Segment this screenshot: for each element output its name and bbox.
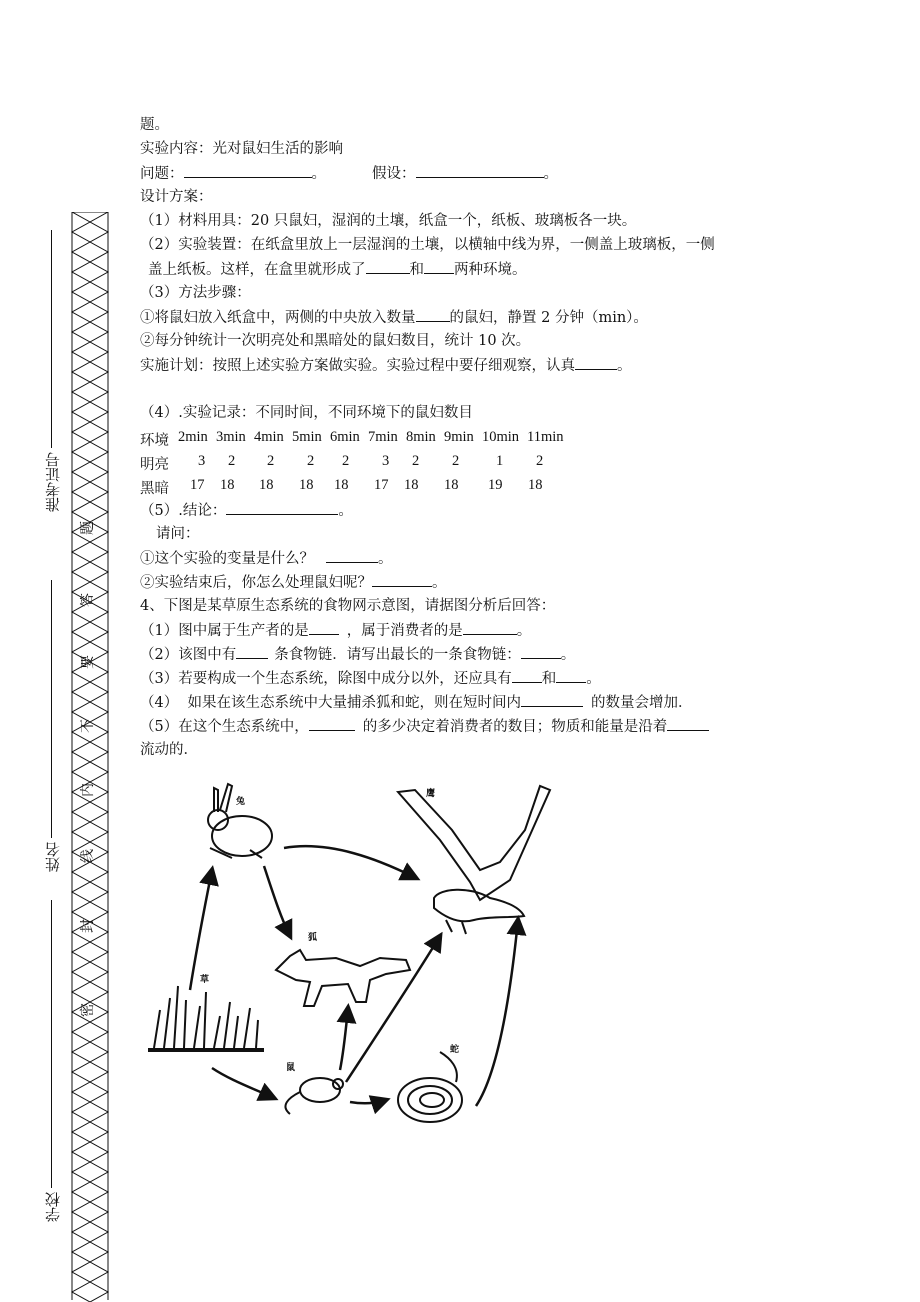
step-3a-pre: ①将鼠妇放入纸盒中，两侧的中央放入数量 [140, 310, 416, 326]
producer-blank [309, 621, 339, 635]
component-blank-2 [556, 669, 586, 683]
table-cell: 1 [496, 453, 504, 469]
step-3b: ②每分钟统计一次明亮处和黑暗处的鼠妇数目，统计 10 次。 [140, 333, 531, 349]
q4-p4-b: 的数量会增加． [590, 695, 693, 711]
step-2b-post: 两种环境。 [454, 262, 527, 278]
mouse-label: 鼠 [286, 1063, 296, 1073]
table-header-time: 8min [406, 429, 436, 445]
quantity-blank [416, 308, 450, 322]
mouse-icon [285, 1061, 343, 1114]
table-cell: 2 [307, 453, 315, 469]
grass-label: 草 [200, 975, 210, 985]
seal-char-feng: 封 [80, 919, 96, 933]
intro-tail: 题。 [140, 117, 169, 133]
table-cell: 17 [190, 477, 205, 493]
longest-chain-blank [521, 645, 561, 659]
school-label: 学校 [44, 1192, 62, 1222]
producer-amount-blank [309, 717, 355, 731]
step-3: （3）方法步骤： [140, 285, 251, 301]
chain-count-blank [236, 645, 268, 659]
row-label-dark: 黑暗 [140, 481, 169, 497]
exam-number-label: 准考证号 [44, 452, 62, 512]
seal-char-nei: 内 [80, 783, 96, 797]
arrow-rabbit-fox [264, 866, 290, 936]
q4-p2-b: 条食物链．请写出最长的一条食物链： [274, 647, 521, 663]
table-cell: 19 [488, 477, 503, 493]
design-heading: 设计方案： [140, 189, 213, 205]
snake-icon [398, 1043, 462, 1122]
seal-char-yao: 要 [80, 655, 96, 669]
table-header-label: 环境 [140, 433, 169, 449]
eagle-label: 鹰 [426, 789, 436, 799]
table-header-time: 3min [216, 429, 246, 445]
hypothesis-end: 。 [543, 166, 558, 182]
q4-p1-a: （1）图中属于生产者的是 [140, 623, 309, 639]
flow-path-blank [667, 717, 709, 731]
table-header-time: 2min [178, 429, 208, 445]
seal-char-bu: 不 [80, 719, 96, 733]
exam-number-line [51, 230, 52, 448]
plan-post: 。 [617, 358, 632, 374]
q4-part-3 [140, 669, 601, 688]
q4-part-5-tail: 流动的． [140, 742, 198, 758]
q4-p5-b: 的多少决定着消费者的数目；物质和能量是沿着 [362, 719, 668, 735]
step-2b-pre: 盖上纸板。这样，在盒里就形成了 [148, 262, 366, 278]
table-cell: 18 [444, 477, 459, 493]
table-cell: 2 [342, 453, 350, 469]
table-header-time: 7min [368, 429, 398, 445]
grass-icon [148, 973, 264, 1050]
table-cell: 18 [259, 477, 274, 493]
disposal-blank [372, 573, 432, 587]
table-cell: 3 [382, 453, 390, 469]
step-1: （1）材料用具：20 只鼠妇，湿润的土壤，纸盒一个，纸板、玻璃板各一块。 [140, 213, 637, 229]
table-cell: 17 [374, 477, 389, 493]
q4-p4-a: （4） 如果在该生态系统中大量捕杀狐和蛇，则在短时间内 [140, 695, 521, 711]
school-line [51, 900, 52, 1188]
question-1 [140, 549, 393, 568]
table-cell: 18 [404, 477, 419, 493]
table-header-time: 10min [482, 429, 520, 445]
table-header-time: 9min [444, 429, 474, 445]
q4-p2-a: （2）该图中有 [140, 647, 237, 663]
table-cell: 2 [267, 453, 275, 469]
question-hypothesis-line [140, 164, 558, 183]
table-cell: 18 [299, 477, 314, 493]
arrow-mouse-fox [340, 1008, 348, 1070]
fox-icon [276, 931, 410, 1006]
step-2a: （2）实验装置：在纸盒里放上一层湿润的土壤，以横轴中线为界，一侧盖上玻璃板，一侧 [140, 237, 715, 253]
ask-label: 请问： [156, 526, 200, 542]
name-label: 姓名 [44, 842, 62, 872]
table-cell: 18 [220, 477, 235, 493]
hypothesis-label: 假设： [372, 166, 416, 182]
seal-char-mi: 密 [80, 1003, 96, 1017]
increase-blank [521, 693, 583, 707]
step-3a [140, 308, 648, 327]
table-cell: 2 [228, 453, 236, 469]
eagle-icon [398, 786, 550, 934]
hypothesis-blank [416, 164, 544, 178]
table-row-bright [140, 453, 600, 471]
table-header-time: 5min [292, 429, 322, 445]
q4-part-5 [140, 717, 709, 736]
question-2 [140, 573, 447, 592]
table-cell: 18 [528, 477, 543, 493]
q4-p2-c: 。 [560, 647, 576, 663]
arrow-grass-rabbit [190, 870, 212, 990]
step-2b [148, 260, 527, 279]
question-1-end: 。 [378, 551, 393, 567]
table-cell: 3 [198, 453, 206, 469]
arrow-rabbit-eagle [284, 846, 416, 878]
seal-char-da: 答 [80, 593, 96, 607]
name-line [51, 580, 52, 838]
question-label: 问题： [140, 166, 184, 182]
question-end: 。 [311, 166, 326, 182]
q4-part-2 [140, 645, 575, 664]
q4-p3-b: 和 [541, 671, 557, 687]
seal-char-xian: 线 [80, 849, 96, 863]
component-blank-1 [512, 669, 542, 683]
question-blank [184, 164, 312, 178]
q4-part-1 [140, 621, 531, 640]
arrow-snake-eagle [476, 920, 518, 1106]
conclusion-end: 。 [338, 503, 353, 519]
seal-char-ti: 题 [80, 521, 96, 535]
table-header-time: 6min [330, 429, 360, 445]
q4-part-4 [140, 693, 692, 712]
question-1-text: ①这个实验的变量是什么？ [140, 551, 314, 567]
conclusion-label: （5）.结论： [140, 503, 227, 519]
step-2b-mid: 和 [409, 262, 424, 278]
food-web-arrows [190, 846, 518, 1106]
plan-pre: 实施计划：按照上述实验方案做实验。实验过程中要仔细观察，认真 [140, 358, 575, 374]
consumer-blank [463, 621, 517, 635]
variable-blank [326, 549, 378, 563]
table-header-row [140, 429, 600, 447]
q4-title: 4、下图是某草原生态系统的食物网示意图，请据图分析后回答： [140, 598, 556, 614]
row-label-bright: 明亮 [140, 457, 169, 473]
food-web-diagram [140, 770, 580, 1140]
table-cell: 2 [536, 453, 544, 469]
q4-p3-a: （3）若要构成一个生态系统，除图中成分以外，还应具有 [140, 671, 512, 687]
arrow-mouse-snake [350, 1100, 386, 1103]
table-cell: 18 [334, 477, 349, 493]
table-cell: 2 [452, 453, 460, 469]
table-row-dark [140, 477, 600, 495]
step-3a-post: 的鼠妇，静置 2 分钟（min）。 [449, 310, 648, 326]
conclusion-blank [226, 501, 338, 515]
experiment-content: 实验内容：光对鼠妇生活的影响 [140, 141, 343, 157]
q4-p5-a: （5）在这个生态系统中， [140, 719, 309, 735]
arrow-mouse-eagle [346, 936, 440, 1082]
q4-p1-b: ，属于消费者的是 [346, 623, 463, 639]
step-5 [140, 501, 353, 520]
rabbit-icon [208, 784, 272, 858]
plan-blank [575, 356, 617, 370]
plan-line [140, 356, 632, 375]
step-4: （4）.实验记录：不同时间，不同环境下的鼠妇数目 [140, 405, 473, 421]
q4-p3-c: 。 [586, 671, 601, 687]
table-cell: 2 [412, 453, 420, 469]
fox-label: 狐 [308, 933, 318, 943]
question-2-text: ②实验结束后，你怎么处理鼠妇呢？ [140, 575, 372, 591]
env-blank-1 [366, 260, 410, 274]
question-2-end: 。 [432, 575, 447, 591]
q4-p1-c: 。 [516, 623, 532, 639]
seal-zigzag-border [70, 212, 112, 1302]
env-blank-2 [424, 260, 454, 274]
data-table [140, 429, 600, 499]
rabbit-label: 兔 [236, 797, 246, 807]
table-header-time: 11min [527, 429, 564, 445]
snake-label: 蛇 [450, 1045, 460, 1055]
arrow-grass-mouse [212, 1068, 274, 1098]
table-header-time: 4min [254, 429, 284, 445]
